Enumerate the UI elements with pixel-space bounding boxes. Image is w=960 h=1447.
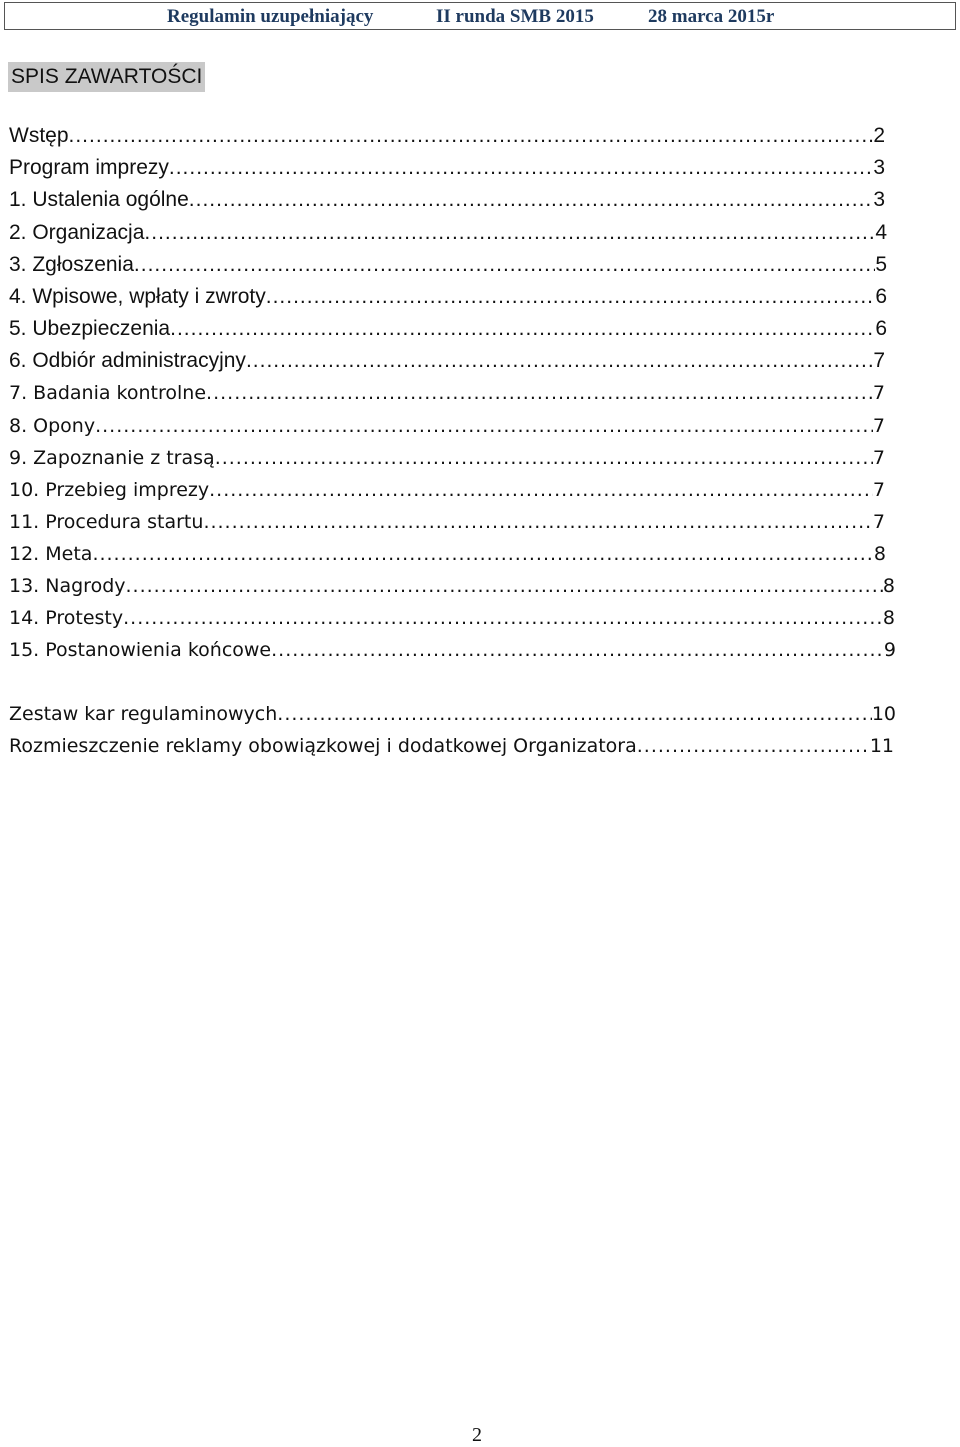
toc-entry-label: 5. Ubezpieczenia — [9, 317, 171, 340]
toc-entry-page: 7 — [872, 382, 885, 404]
toc-entry-label: Wstęp — [9, 124, 69, 147]
toc-entry-label: 2. Organizacja — [9, 221, 145, 244]
toc-entry[interactable] — [9, 605, 895, 631]
dot-leader — [169, 155, 873, 181]
dot-leader — [144, 220, 875, 246]
toc-entry[interactable] — [9, 284, 887, 310]
dot-leader — [277, 701, 872, 727]
dot-leader — [209, 477, 873, 503]
toc-entry-label: 12. Meta — [9, 543, 93, 565]
toc-entry-label: 13. Nagrody — [9, 575, 126, 597]
toc-entry-page: 7 — [872, 415, 885, 437]
dot-leader — [266, 284, 876, 310]
toc-entry-page: 3 — [873, 156, 885, 179]
toc-entry-page: 9 — [883, 639, 896, 661]
toc-entry-page: 6 — [875, 285, 887, 308]
dot-leader — [206, 380, 873, 406]
toc-appendix-entry[interactable] — [9, 701, 896, 727]
toc-entry-page: 7 — [872, 511, 885, 533]
toc-entry[interactable] — [9, 252, 887, 278]
toc-entry[interactable] — [9, 123, 885, 149]
toc-entry-page: 8 — [882, 575, 895, 597]
toc-entry-label: 1. Ustalenia ogólne — [9, 188, 189, 211]
dot-leader — [271, 637, 884, 663]
toc-entry-page: 7 — [872, 447, 885, 469]
toc-entry[interactable] — [9, 413, 885, 439]
header-event-name: II runda SMB 2015 — [436, 6, 594, 27]
toc-entry[interactable] — [9, 187, 885, 213]
toc-entry-label: 11. Procedura startu — [9, 511, 204, 533]
toc-entry-label: 6. Odbiór administracyjny — [9, 349, 246, 372]
page-number: 2 — [472, 1424, 482, 1446]
toc-entry-label: Zestaw kar regulaminowych — [9, 703, 278, 725]
toc-entry-page: 6 — [875, 317, 887, 340]
dot-leader — [134, 252, 875, 278]
toc-entry[interactable] — [9, 445, 885, 471]
toc-entry-page: 3 — [873, 188, 885, 211]
page-header — [4, 2, 956, 30]
dot-leader — [170, 316, 875, 342]
header-date: 28 marca 2015r — [648, 6, 775, 27]
toc-entry[interactable] — [9, 509, 885, 535]
toc-entry-page: 5 — [875, 253, 887, 276]
dot-leader — [246, 348, 873, 374]
toc-entry-label: 3. Zgłoszenia — [9, 253, 134, 276]
toc-entry-label: 10. Przebieg imprezy — [9, 479, 210, 501]
dot-leader — [203, 509, 872, 535]
toc-entry-page: 8 — [882, 607, 895, 629]
toc-entry[interactable] — [9, 348, 885, 374]
toc-entry-page: 2 — [873, 124, 885, 147]
toc-entry[interactable] — [9, 573, 895, 599]
dot-leader — [92, 541, 873, 567]
toc-entry-page: 4 — [875, 221, 887, 244]
dot-leader — [189, 187, 874, 213]
toc-entry-page: 7 — [873, 349, 885, 372]
toc-entry-page: 11 — [869, 735, 894, 757]
toc-entry[interactable] — [9, 380, 885, 406]
toc-entry-label: 14. Protesty — [9, 607, 124, 629]
toc-entry[interactable] — [9, 155, 885, 181]
toc-title: SPIS ZAWARTOŚCI — [8, 62, 205, 92]
toc-entry-label: 4. Wpisowe, wpłaty i zwroty — [9, 285, 266, 308]
toc-entry-page: 7 — [872, 479, 885, 501]
dot-leader — [95, 413, 873, 439]
dot-leader — [123, 605, 883, 631]
toc-entry-label: 9. Zapoznanie z trasą — [9, 447, 215, 469]
toc-appendix-entry[interactable] — [9, 733, 894, 759]
dot-leader — [69, 123, 874, 149]
toc-entry-label: 8. Opony — [9, 415, 96, 437]
toc-entry-page: 8 — [873, 543, 886, 565]
toc-entry-label: Program imprezy — [9, 156, 169, 179]
toc-entry[interactable] — [9, 220, 887, 246]
toc-entry-label: Rozmieszczenie reklamy obowiązkowej i dodatkowej Organizatora — [9, 735, 637, 757]
toc-entry[interactable] — [9, 541, 886, 567]
dot-leader — [637, 733, 870, 759]
toc-entry[interactable] — [9, 316, 887, 342]
toc-entry[interactable] — [9, 477, 885, 503]
dot-leader — [215, 445, 873, 471]
toc-entry[interactable] — [9, 637, 896, 663]
toc-entry-page: 10 — [871, 703, 896, 725]
header-document-title: Regulamin uzupełniający — [167, 6, 374, 27]
toc-entry-label: 7. Badania kontrolne — [9, 382, 207, 404]
dot-leader — [126, 573, 883, 599]
toc-entry-label: 15. Postanowienia końcowe — [9, 639, 272, 661]
